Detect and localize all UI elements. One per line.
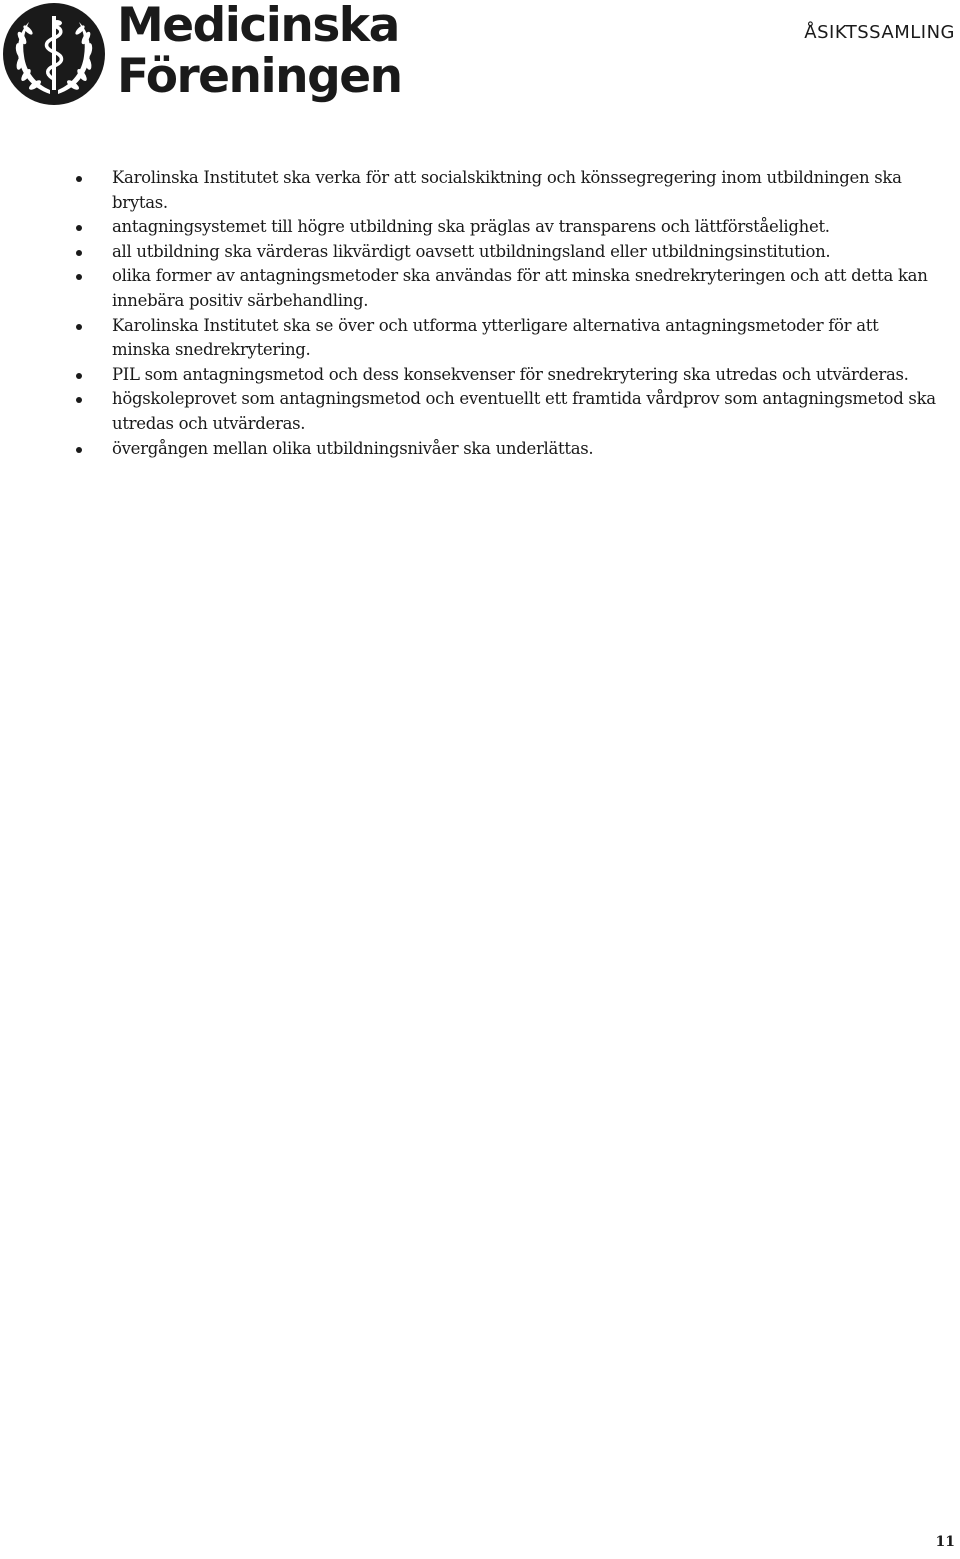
bullet-icon (76, 397, 82, 403)
list-item (72, 437, 938, 462)
list-item-text: PIL som antagningsmetod och dess konsekvenser för snedrekrytering ska utredas och utvärderas. (112, 364, 909, 384)
list-item (72, 363, 938, 388)
list-item-text: antagningsystemet till högre utbildning ska präglas av transparens och lättförståelighet. (112, 217, 830, 237)
logo-wordmark (117, 0, 402, 102)
logo-line-2: Föreningen (117, 49, 402, 104)
bullet-icon (76, 373, 82, 379)
list-item-text: all utbildning ska värderas likvärdigt oavsett utbildningsland eller utbildningsinstitution. (112, 241, 831, 261)
section-label: ÅSIKTSSAMLING (804, 22, 955, 43)
bullet-icon (76, 225, 82, 231)
bullet-icon (76, 324, 82, 330)
bullet-list (72, 166, 938, 461)
list-item (72, 387, 938, 436)
bullet-icon (76, 274, 82, 280)
list-item (72, 215, 938, 240)
logo-line-1: Medicinska (117, 0, 399, 53)
list-item-text: Karolinska Institutet ska verka för att socialskiktning och könssegregering inom utbildningen ska brytas. (112, 168, 902, 212)
list-item (72, 264, 938, 313)
list-item (72, 240, 938, 265)
bullet-icon (76, 250, 82, 256)
page-header (0, 0, 960, 115)
list-item-text: övergången mellan olika utbildningsnivåer ska underlättas. (112, 438, 594, 458)
list-item-text: högskoleprovet som antagningsmetod och eventuellt ett framtida vårdprov som antagningsmetod ska utredas och utvärderas. (112, 389, 936, 433)
list-item-text: olika former av antagningsmetoder ska användas för att minska snedrekryteringen och att detta kan innebära positiv särbehandling. (112, 266, 928, 310)
list-item (72, 166, 938, 215)
list-item-text: Karolinska Institutet ska se över och utforma ytterligare alternativa antagningsmetoder för att minska snedrekrytering. (112, 315, 879, 360)
bullet-icon (76, 447, 82, 453)
list-item (72, 314, 938, 363)
bullet-icon (76, 176, 82, 182)
document-body (72, 166, 938, 461)
page-number: 11 (935, 1534, 955, 1550)
caduceus-laurel-icon (2, 2, 106, 106)
